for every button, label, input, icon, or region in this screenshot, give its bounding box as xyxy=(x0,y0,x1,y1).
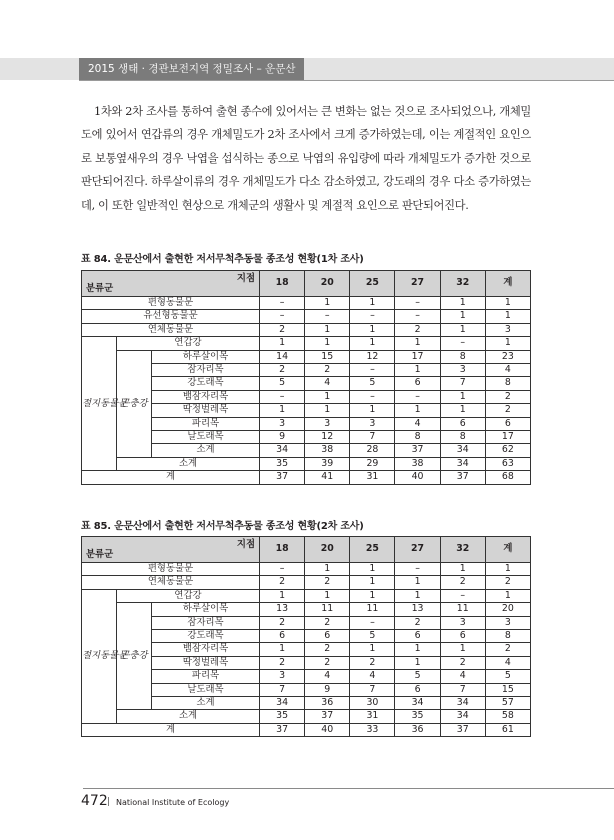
count-cell: – xyxy=(395,310,440,323)
count-cell: 6 xyxy=(440,417,485,430)
table-row xyxy=(82,337,531,350)
taxon-name: 강도래목 xyxy=(152,377,260,390)
count-cell: 1 xyxy=(395,364,440,377)
count-cell: 2 xyxy=(260,656,305,669)
footer-separator: | xyxy=(107,797,111,807)
table-row xyxy=(82,589,531,602)
count-cell: 40 xyxy=(395,471,440,484)
count-cell: 17 xyxy=(485,431,530,444)
count-cell: – xyxy=(395,563,440,576)
taxon-label: 분류군 xyxy=(86,549,114,560)
count-cell: 20 xyxy=(485,603,530,616)
taxon-name: 날도래목 xyxy=(152,683,260,696)
table-85 xyxy=(81,536,531,737)
taxon-name: 소계 xyxy=(117,457,260,470)
taxon-name: 하루살이목 xyxy=(152,603,260,616)
count-cell: 1 xyxy=(440,297,485,310)
footer-rule xyxy=(83,788,614,789)
count-cell: 1 xyxy=(350,563,395,576)
count-cell: 34 xyxy=(260,697,305,710)
count-cell: 12 xyxy=(350,350,395,363)
count-cell: 6 xyxy=(305,630,350,643)
count-cell: 38 xyxy=(395,457,440,470)
count-cell: 1 xyxy=(440,404,485,417)
count-cell: 37 xyxy=(305,710,350,723)
table-84-caption: 표 84. 운문산에서 출현한 저서무척추동물 종조성 현황(1차 조사) xyxy=(81,254,364,265)
count-cell: – xyxy=(350,390,395,403)
count-cell: 6 xyxy=(395,377,440,390)
site-header: 32 xyxy=(440,537,485,563)
count-cell: – xyxy=(260,310,305,323)
count-cell: 2 xyxy=(305,576,350,589)
site-header: 계 xyxy=(485,537,530,563)
taxon-name: 파리목 xyxy=(152,670,260,683)
count-cell: 1 xyxy=(395,656,440,669)
site-header: 32 xyxy=(440,271,485,297)
count-cell: 33 xyxy=(350,723,395,736)
count-cell: 14 xyxy=(260,350,305,363)
count-cell: 11 xyxy=(350,603,395,616)
count-cell: 1 xyxy=(305,390,350,403)
count-cell: 37 xyxy=(440,471,485,484)
count-cell: 29 xyxy=(350,457,395,470)
count-cell: 1 xyxy=(485,310,530,323)
count-cell: 1 xyxy=(350,576,395,589)
table-row xyxy=(82,471,531,484)
taxon-name: 뱀잠자리목 xyxy=(152,390,260,403)
count-cell: 4 xyxy=(395,417,440,430)
count-cell: 37 xyxy=(440,723,485,736)
count-cell: 4 xyxy=(305,670,350,683)
site-header: 25 xyxy=(350,271,395,297)
count-cell: 39 xyxy=(305,457,350,470)
phylum-arthropoda: 절지동물문 xyxy=(82,589,117,723)
table-row xyxy=(82,323,531,336)
class-insecta: 곤충강 xyxy=(117,603,152,710)
count-cell: 2 xyxy=(260,576,305,589)
taxon-name: 딱정벌레목 xyxy=(152,404,260,417)
count-cell: 1 xyxy=(440,310,485,323)
count-cell: 8 xyxy=(440,431,485,444)
count-cell: 34 xyxy=(260,444,305,457)
count-cell: 7 xyxy=(350,431,395,444)
count-cell: 34 xyxy=(440,457,485,470)
count-cell: 41 xyxy=(305,471,350,484)
count-cell: 11 xyxy=(440,603,485,616)
count-cell: 2 xyxy=(260,616,305,629)
count-cell: 6 xyxy=(485,417,530,430)
institute-name: National Institute of Ecology xyxy=(116,798,230,807)
count-cell: 4 xyxy=(485,364,530,377)
count-cell: 1 xyxy=(440,323,485,336)
count-cell: 34 xyxy=(395,697,440,710)
count-cell: 34 xyxy=(440,444,485,457)
site-header: 27 xyxy=(395,271,440,297)
count-cell: 2 xyxy=(440,576,485,589)
count-cell: 3 xyxy=(350,417,395,430)
taxon-name: 소계 xyxy=(152,444,260,457)
count-cell: 9 xyxy=(260,431,305,444)
count-cell: 34 xyxy=(440,710,485,723)
count-cell: 1 xyxy=(395,576,440,589)
corner-cell xyxy=(82,537,260,563)
count-cell: 1 xyxy=(350,643,395,656)
count-cell: 12 xyxy=(305,431,350,444)
count-cell: – xyxy=(350,364,395,377)
taxon-name: 계 xyxy=(82,723,260,736)
count-cell: – xyxy=(350,310,395,323)
taxon-name: 잠자리목 xyxy=(152,616,260,629)
count-cell: 1 xyxy=(485,337,530,350)
count-cell: 3 xyxy=(260,417,305,430)
count-cell: 8 xyxy=(485,630,530,643)
count-cell: 5 xyxy=(485,670,530,683)
body-paragraph: 1차와 2차 조사를 통하여 출현 종수에 있어서는 큰 변화는 없는 것으로 조사되었으나, 개체밀도에 있어서 연갑류의 경우 개체밀도가 2차 조사에서 크게 증가하였는데, 이는 계절적인 요인으로 보통옆새우의 경우 낙엽을 섭식하는 종으로 낙엽의 유입량에 따라 개체밀도가 증가한 것으로 판단되어진다. 하루살이류의 경우 개체밀도가 다소 감소하였고, 강도래의 경우 다소 증가하였는데, 이 또한 일반적인 현상으로 개체군의 생활사 및 계절적 요인으로 판단되어진다. xyxy=(81,105,531,212)
count-cell: 37 xyxy=(260,471,305,484)
count-cell: 15 xyxy=(305,350,350,363)
count-cell: 1 xyxy=(305,589,350,602)
count-cell: 3 xyxy=(305,417,350,430)
header-row xyxy=(82,271,531,297)
count-cell: – xyxy=(260,563,305,576)
running-header: 2015 생태 · 경관보전지역 정밀조사 – 운문산 xyxy=(79,58,304,80)
header-row xyxy=(82,537,531,563)
count-cell: 1 xyxy=(260,337,305,350)
count-cell: 1 xyxy=(350,404,395,417)
site-header: 계 xyxy=(485,271,530,297)
count-cell: 2 xyxy=(305,364,350,377)
site-header: 25 xyxy=(350,537,395,563)
count-cell: 1 xyxy=(260,589,305,602)
count-cell: 31 xyxy=(350,710,395,723)
count-cell: 2 xyxy=(485,390,530,403)
count-cell: 1 xyxy=(395,589,440,602)
count-cell: 62 xyxy=(485,444,530,457)
taxon-name: 소계 xyxy=(117,710,260,723)
count-cell: 23 xyxy=(485,350,530,363)
count-cell: – xyxy=(440,589,485,602)
count-cell: 6 xyxy=(440,630,485,643)
site-header: 27 xyxy=(395,537,440,563)
count-cell: 7 xyxy=(440,683,485,696)
count-cell: 34 xyxy=(440,697,485,710)
table-row xyxy=(82,310,531,323)
count-cell: 3 xyxy=(440,616,485,629)
count-cell: 61 xyxy=(485,723,530,736)
taxon-name: 파리목 xyxy=(152,417,260,430)
count-cell: 1 xyxy=(395,337,440,350)
table-row xyxy=(82,576,531,589)
count-cell: 3 xyxy=(485,323,530,336)
count-cell: 13 xyxy=(395,603,440,616)
count-cell: – xyxy=(395,297,440,310)
table-row xyxy=(82,603,531,616)
count-cell: 5 xyxy=(350,377,395,390)
count-cell: 4 xyxy=(350,670,395,683)
count-cell: 2 xyxy=(305,616,350,629)
count-cell: 4 xyxy=(440,670,485,683)
count-cell: 2 xyxy=(485,404,530,417)
count-cell: 1 xyxy=(350,589,395,602)
count-cell: 4 xyxy=(305,377,350,390)
count-cell: 1 xyxy=(260,643,305,656)
taxon-name: 하루살이목 xyxy=(152,350,260,363)
table-84 xyxy=(81,270,531,485)
site-header: 18 xyxy=(260,271,305,297)
count-cell: 7 xyxy=(440,377,485,390)
count-cell: – xyxy=(260,297,305,310)
count-cell: 2 xyxy=(260,364,305,377)
count-cell: 35 xyxy=(260,457,305,470)
corner-cell xyxy=(82,271,260,297)
count-cell: 36 xyxy=(305,697,350,710)
count-cell: 1 xyxy=(305,323,350,336)
count-cell: 3 xyxy=(485,616,530,629)
taxon-name: 뱀잠자리목 xyxy=(152,643,260,656)
count-cell: 31 xyxy=(350,471,395,484)
header-rule xyxy=(79,80,614,81)
taxon-name: 강도래목 xyxy=(152,630,260,643)
count-cell: 1 xyxy=(350,337,395,350)
taxon-label: 분류군 xyxy=(86,283,114,294)
count-cell: 30 xyxy=(350,697,395,710)
count-cell: 1 xyxy=(395,404,440,417)
table-85-caption: 표 85. 운문산에서 출현한 저서무척추동물 종조성 현황(2차 조사) xyxy=(81,521,364,532)
taxon-name: 날도래목 xyxy=(152,431,260,444)
count-cell: 68 xyxy=(485,471,530,484)
count-cell: 37 xyxy=(395,444,440,457)
site-header: 20 xyxy=(305,537,350,563)
count-cell: 5 xyxy=(260,377,305,390)
count-cell: – xyxy=(260,390,305,403)
taxon-name: 편형동물문 xyxy=(82,297,260,310)
count-cell: – xyxy=(350,616,395,629)
count-cell: 11 xyxy=(305,603,350,616)
count-cell: 6 xyxy=(395,630,440,643)
taxon-name: 연갑강 xyxy=(117,589,260,602)
count-cell: 1 xyxy=(350,323,395,336)
count-cell: 17 xyxy=(395,350,440,363)
count-cell: 1 xyxy=(305,337,350,350)
taxon-name: 소계 xyxy=(152,697,260,710)
table-row xyxy=(82,297,531,310)
count-cell: 8 xyxy=(485,377,530,390)
count-cell: 58 xyxy=(485,710,530,723)
count-cell: 1 xyxy=(350,297,395,310)
count-cell: 35 xyxy=(395,710,440,723)
taxon-name: 연체동물문 xyxy=(82,323,260,336)
count-cell: 1 xyxy=(305,404,350,417)
page-number: 472 xyxy=(81,793,108,809)
count-cell: – xyxy=(305,310,350,323)
taxon-name: 연체동물문 xyxy=(82,576,260,589)
class-insecta: 곤충강 xyxy=(117,350,152,457)
count-cell: – xyxy=(440,337,485,350)
count-cell: 2 xyxy=(305,656,350,669)
count-cell: 6 xyxy=(260,630,305,643)
count-cell: 2 xyxy=(305,643,350,656)
count-cell: 37 xyxy=(260,723,305,736)
count-cell: 2 xyxy=(440,656,485,669)
count-cell: 1 xyxy=(395,643,440,656)
count-cell: 8 xyxy=(440,350,485,363)
taxon-name: 계 xyxy=(82,471,260,484)
count-cell: 5 xyxy=(350,630,395,643)
site-label: 지점 xyxy=(236,539,256,550)
count-cell: 2 xyxy=(350,656,395,669)
count-cell: 3 xyxy=(260,670,305,683)
count-cell: 4 xyxy=(485,656,530,669)
count-cell: 2 xyxy=(395,323,440,336)
count-cell: 13 xyxy=(260,603,305,616)
count-cell: 57 xyxy=(485,697,530,710)
table-row xyxy=(82,563,531,576)
count-cell: – xyxy=(395,390,440,403)
count-cell: 8 xyxy=(395,431,440,444)
count-cell: 9 xyxy=(305,683,350,696)
count-cell: 2 xyxy=(485,643,530,656)
table-row xyxy=(82,457,531,470)
count-cell: 1 xyxy=(485,563,530,576)
count-cell: 7 xyxy=(260,683,305,696)
count-cell: 15 xyxy=(485,683,530,696)
count-cell: 1 xyxy=(440,390,485,403)
phylum-arthropoda: 절지동물문 xyxy=(82,337,117,471)
count-cell: 5 xyxy=(395,670,440,683)
site-label: 지점 xyxy=(236,273,256,284)
count-cell: 7 xyxy=(350,683,395,696)
count-cell: 2 xyxy=(485,576,530,589)
site-header: 20 xyxy=(305,271,350,297)
taxon-name: 연갑강 xyxy=(117,337,260,350)
count-cell: 1 xyxy=(440,563,485,576)
count-cell: 40 xyxy=(305,723,350,736)
table-row xyxy=(82,710,531,723)
count-cell: 35 xyxy=(260,710,305,723)
count-cell: 38 xyxy=(305,444,350,457)
count-cell: 1 xyxy=(485,297,530,310)
taxon-name: 유선형동물문 xyxy=(82,310,260,323)
count-cell: 36 xyxy=(395,723,440,736)
count-cell: 2 xyxy=(260,323,305,336)
site-header: 18 xyxy=(260,537,305,563)
taxon-name: 딱정벌레목 xyxy=(152,656,260,669)
count-cell: 1 xyxy=(440,643,485,656)
count-cell: 2 xyxy=(395,616,440,629)
table-row xyxy=(82,350,531,363)
count-cell: 1 xyxy=(305,297,350,310)
count-cell: 1 xyxy=(260,404,305,417)
count-cell: 63 xyxy=(485,457,530,470)
count-cell: 28 xyxy=(350,444,395,457)
count-cell: 1 xyxy=(485,589,530,602)
count-cell: 3 xyxy=(440,364,485,377)
count-cell: 6 xyxy=(395,683,440,696)
count-cell: 1 xyxy=(305,563,350,576)
table-row xyxy=(82,723,531,736)
taxon-name: 잠자리목 xyxy=(152,364,260,377)
taxon-name: 편형동물문 xyxy=(82,563,260,576)
